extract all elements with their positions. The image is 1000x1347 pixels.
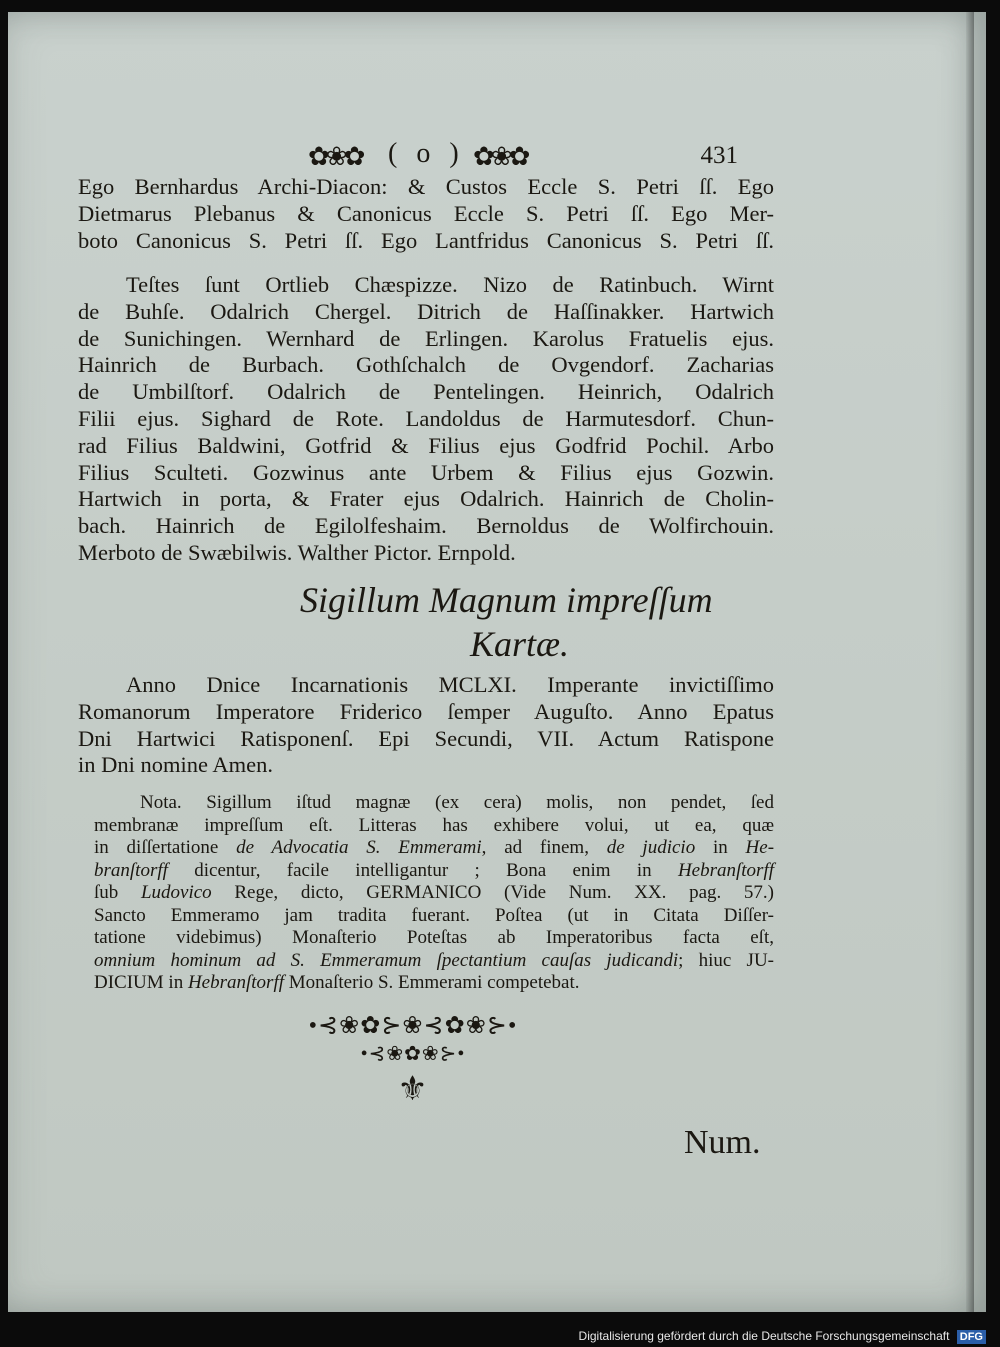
nota-line	[94, 972, 774, 995]
nota-italic: Hebranſtorff	[677, 859, 774, 881]
heading-line-1: Sigillum Magnum impreſſum	[300, 580, 713, 620]
nota-line	[94, 950, 774, 973]
header-ornament-left: ✿❀✿	[308, 142, 362, 171]
nota-text: ſub	[94, 882, 141, 903]
text-line: rad Filius Baldwini, Gotfrid & Filius ejus Godfrid Pochil. Arbo	[78, 432, 774, 458]
nota-line: Sancto Emmeramo jam tradita fuerant. Poſtea (ut in Citata Diſſer-	[94, 904, 774, 926]
text-line: Merboto de Swæbilwis. Walther Pictor. Ernpold.	[78, 539, 516, 565]
text-line: Filius Sculteti. Gozwinus ante Urbem & Filius ejus Gozwin.	[78, 459, 774, 485]
text-line: de Sunichingen. Wernhard de Erlingen. Karolus Fratuelis ejus.	[78, 325, 774, 351]
header-mark: ( o )	[388, 138, 465, 169]
text-line: Dni Hartwici Ratisponenſ. Epi Secundi, VII. Actum Ratispone	[78, 725, 774, 751]
text-line: in Dni nomine Amen.	[78, 752, 273, 778]
nota-line: tatione videbimus) Monaſterio Poteſtas ab Imperatoribus facta eſt,	[94, 927, 774, 948]
text-line: Romanorum Imperatore Friderico ſemper Auguſto. Anno Epatus	[78, 698, 774, 724]
footer-credit: Digitalisierung gefördert durch die Deutsche Forschungsgemeinschaft	[578, 1329, 950, 1343]
nota-text: DICIUM in	[94, 972, 188, 993]
nota-text: , ad finem,	[481, 837, 607, 858]
running-header	[308, 140, 768, 176]
book-page	[8, 12, 986, 1312]
nota-italic: omnium hominum ad S. Emmeramum ſpectantium cauſas judicandi	[94, 949, 679, 971]
nota-italic: de Advocatia S. Emmerami	[236, 837, 482, 858]
header-ornament-right: ✿❀✿	[473, 142, 527, 171]
nota-line	[94, 882, 774, 905]
text-line: Teſtes ſunt Ortlieb Chæspizze. Nizo de Ratinbuch. Wirnt	[126, 272, 774, 297]
nota-text: ; hiuc JU-	[678, 949, 774, 971]
nota-line: Nota. Sigillum iſtud magnæ (ex cera) molis, non pendet, ſed	[140, 792, 774, 813]
page-edge-shadow	[966, 12, 974, 1312]
text-line: Ego Bernhardus Archi-Diacon: & Custos Eccle S. Petri ſſ. Ego	[78, 174, 774, 199]
nota-italic: branſtorff	[94, 859, 168, 881]
nota-text: Monaſterio S. Emmerami competebat.	[284, 972, 580, 993]
nota-text: in	[695, 837, 746, 858]
page-number: 431	[700, 142, 738, 169]
text-line: Hartwich in porta, & Frater ejus Odalrich. Hainrich de Cholin-	[78, 486, 774, 512]
dating-paragraph	[78, 672, 774, 779]
nota-italic: He-	[745, 837, 775, 858]
text-line: de Buhſe. Odalrich Chergel. Ditrich de Haſſinakker. Hartwich	[78, 298, 774, 324]
digitization-footer	[0, 1326, 986, 1347]
dfg-logo: DFG	[957, 1330, 986, 1344]
nota-line: membranæ impreſſum eſt. Litteras has exhibere volui, ut ea, quæ	[94, 814, 774, 836]
text-line: Hainrich de Burbach. Gothſchalch de Ovgendorf. Zacharias	[78, 352, 774, 378]
nota-paragraph	[94, 792, 774, 995]
nota-line	[94, 860, 774, 883]
signatories-paragraph	[78, 174, 774, 254]
catchword: Num.	[684, 1124, 761, 1161]
nota-italic: Hebranſtorff	[187, 972, 285, 993]
text-line: Filii ejus. Sighard de Rote. Landoldus de Harmutesdorf. Chun-	[78, 405, 774, 431]
text-line: boto Canonicus S. Petri ſſ. Ego Lantfridus Canonicus S. Petri ſſ.	[78, 227, 774, 253]
text-line: bach. Hainrich de Egilolfeshaim. Bernoldus de Wolfirchouin.	[78, 513, 774, 539]
heading-line-2: Kartæ.	[470, 624, 570, 664]
ornament-row: •⊰❀✿⊱❀⊰✿❀⊱•	[308, 1013, 518, 1039]
text-line: de Umbilſtorf. Odalrich de Pentelingen. Heinrich, Odalrich	[78, 379, 774, 405]
text-line: Anno Dnice Incarnationis MCLXI. Imperante invictiſſimo	[126, 672, 774, 697]
nota-text: Rege, dicto, GERMANICO (Vide Num. XX. pag. 57.)	[211, 882, 774, 903]
nota-italic: de judicio	[606, 837, 696, 858]
nota-line	[94, 837, 774, 860]
tailpiece-ornament	[258, 1012, 568, 1112]
text-line: Dietmarus Plebanus & Canonicus Eccle S. Petri ſſ. Ego Mer-	[78, 200, 774, 226]
nota-italic: Ludovico	[140, 882, 212, 903]
nota-text: dicentur, facile intelligantur ; Bona enim in	[167, 859, 678, 881]
nota-text: in diſſertatione	[94, 837, 237, 858]
ornament-drop: ⚜	[397, 1071, 429, 1108]
ornament-row: •⊰❀✿❀⊱•	[360, 1043, 466, 1065]
witnesses-paragraph	[78, 272, 774, 567]
section-heading	[78, 578, 774, 666]
